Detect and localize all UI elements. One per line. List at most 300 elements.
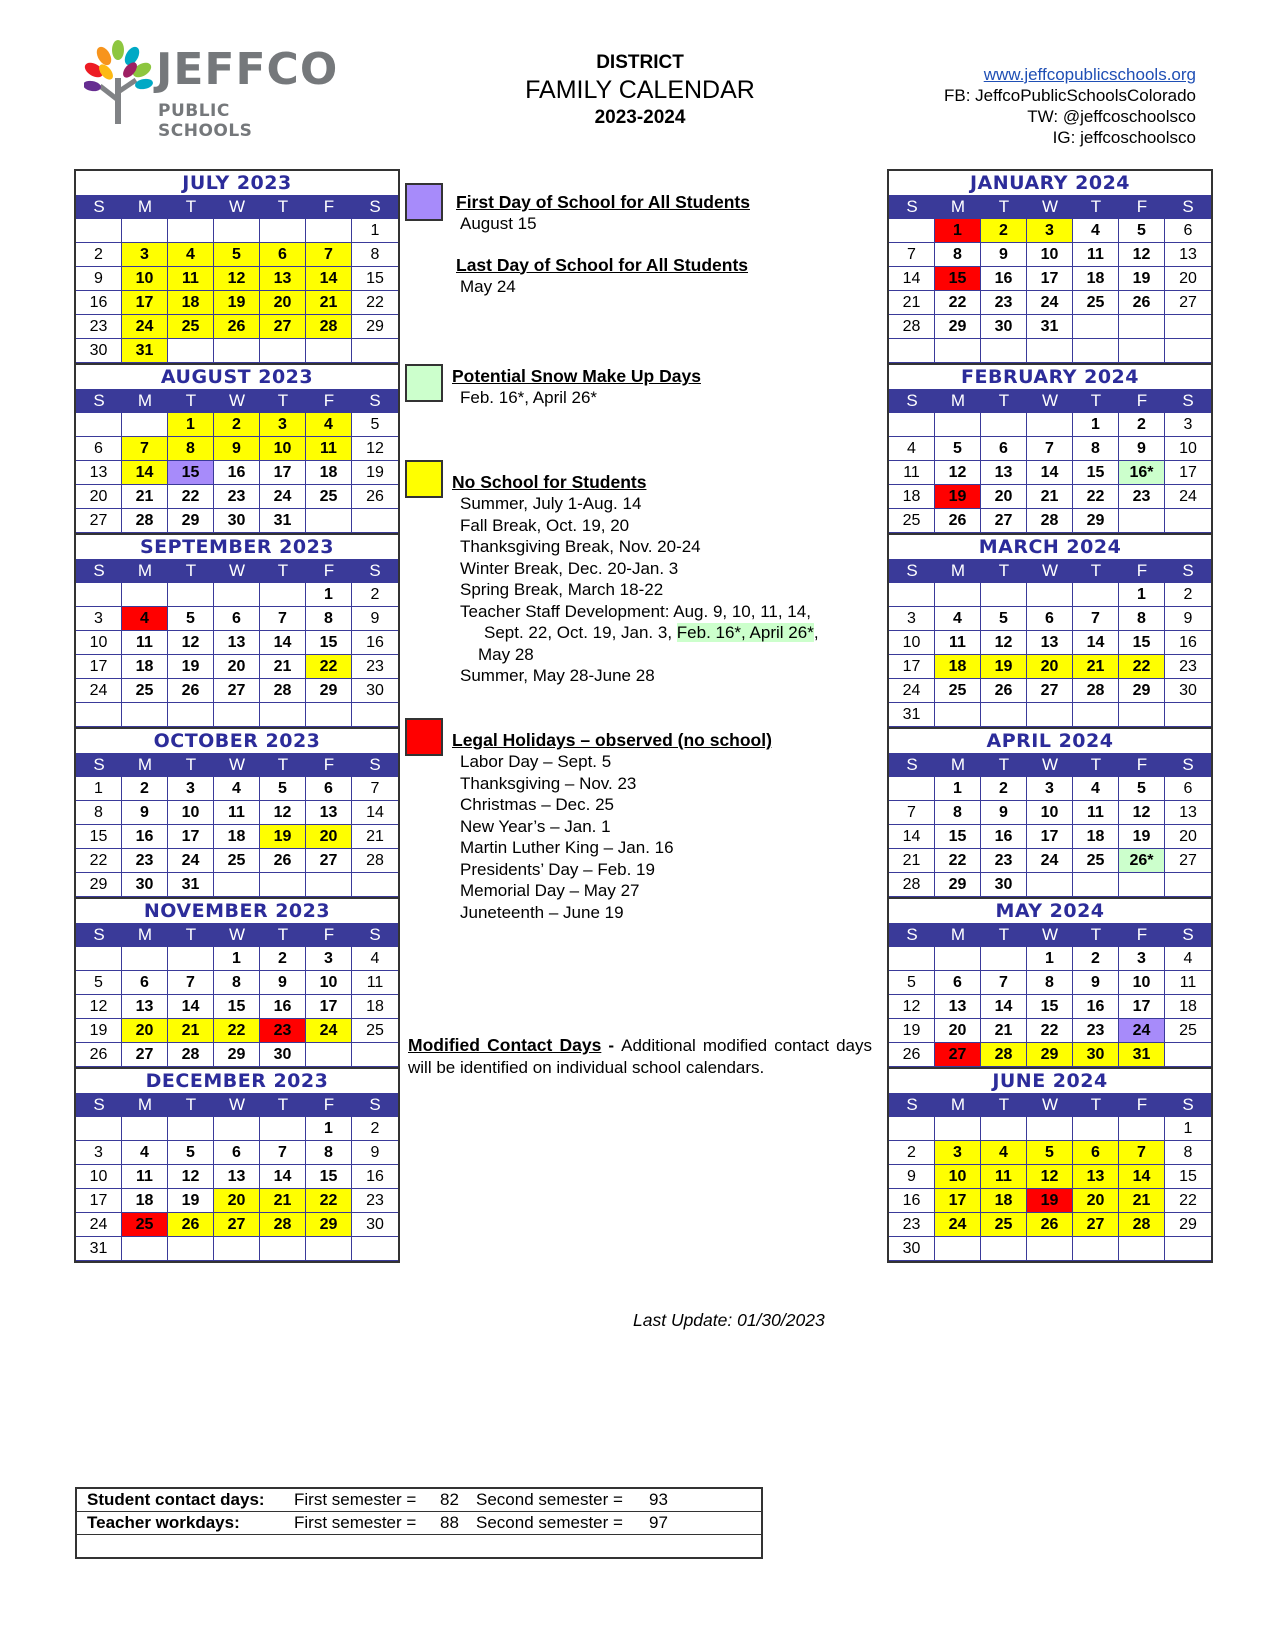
day-cell: 23 xyxy=(981,849,1027,873)
title-district: DISTRICT xyxy=(596,52,684,73)
day-cell xyxy=(306,1237,352,1261)
weekday-label: T xyxy=(1090,561,1102,580)
day-cell: 6 xyxy=(214,1141,260,1165)
day-cell xyxy=(214,219,260,243)
weekday-label: W xyxy=(228,561,246,580)
day-cell xyxy=(306,703,352,727)
day-cell: 29 xyxy=(352,315,398,339)
day-cell: 19 xyxy=(168,1189,214,1213)
weekday-label: W xyxy=(228,1095,246,1114)
day-cell: 10 xyxy=(889,631,935,655)
day-cell: 24 xyxy=(306,1019,352,1043)
day-cell: 1 xyxy=(168,413,214,437)
day-cell: 1 xyxy=(935,777,981,801)
day-cell: 4 xyxy=(352,947,398,971)
day-cell: 7 xyxy=(889,243,935,267)
day-cell: 8 xyxy=(935,243,981,267)
day-cell: 15 xyxy=(1073,461,1119,485)
day-cell: 30 xyxy=(352,1213,398,1237)
weekday-label: S xyxy=(93,197,105,216)
month-april-2024 xyxy=(887,727,1213,897)
day-cell: 21 xyxy=(306,291,352,315)
day-cell: 10 xyxy=(1119,971,1165,995)
day-cell: 9 xyxy=(981,801,1027,825)
day-cell: 4 xyxy=(981,1141,1027,1165)
day-cell: 21 xyxy=(260,655,306,679)
day-cell xyxy=(981,583,1027,607)
day-cell: 2 xyxy=(122,777,168,801)
day-cell: 14 xyxy=(1073,631,1119,655)
weekday-label: S xyxy=(369,1095,381,1114)
day-cell: 26 xyxy=(981,679,1027,703)
day-cell xyxy=(168,1237,214,1261)
weekday-label: F xyxy=(1136,925,1148,944)
day-cell: 2 xyxy=(76,243,122,267)
day-cell xyxy=(214,583,260,607)
weekday-label: T xyxy=(277,1095,289,1114)
day-cell: 20 xyxy=(214,1189,260,1213)
day-cell: 13 xyxy=(122,995,168,1019)
day-cell xyxy=(352,1237,398,1261)
day-cell: 25 xyxy=(1073,291,1119,315)
month-title: JULY 2023 xyxy=(182,172,292,194)
day-cell: 3 xyxy=(122,243,168,267)
day-cell xyxy=(935,339,981,363)
day-cell: 8 xyxy=(306,607,352,631)
day-cell: 18 xyxy=(935,655,981,679)
day-cell: 16 xyxy=(981,825,1027,849)
day-cell: 27 xyxy=(122,1043,168,1067)
day-cell: 14 xyxy=(889,267,935,291)
day-cell: 30 xyxy=(981,873,1027,897)
day-cell xyxy=(1073,703,1119,727)
weekday-label: M xyxy=(950,1095,966,1114)
weekday-label: T xyxy=(1090,391,1102,410)
day-cell: 19 xyxy=(76,1019,122,1043)
weekday-label: F xyxy=(323,561,335,580)
day-cell: 7 xyxy=(352,777,398,801)
day-cell: 29 xyxy=(306,679,352,703)
day-cell: 14 xyxy=(260,631,306,655)
day-cell: 10 xyxy=(1027,801,1073,825)
day-cell: 7 xyxy=(260,607,306,631)
month-title: NOVEMBER 2023 xyxy=(143,900,331,922)
weekday-header xyxy=(76,195,398,219)
day-cell: 6 xyxy=(1073,1141,1119,1165)
day-cell: 31 xyxy=(1119,1043,1165,1067)
day-cell: 29 xyxy=(935,315,981,339)
day-cell: 10 xyxy=(168,801,214,825)
day-cell: 19 xyxy=(168,655,214,679)
month-grid xyxy=(76,1117,398,1261)
day-cell xyxy=(1119,703,1165,727)
weekday-label: W xyxy=(228,197,246,216)
day-cell: 19 xyxy=(1119,267,1165,291)
weekday-label: F xyxy=(323,1095,335,1114)
day-cell xyxy=(935,947,981,971)
day-cell: 11 xyxy=(214,801,260,825)
day-cell: 7 xyxy=(1119,1141,1165,1165)
month-grid xyxy=(889,583,1211,727)
day-cell: 7 xyxy=(981,971,1027,995)
day-cell: 30 xyxy=(352,679,398,703)
weekday-label: S xyxy=(369,925,381,944)
day-cell: 3 xyxy=(168,777,214,801)
day-cell xyxy=(352,703,398,727)
day-cell xyxy=(1073,1117,1119,1141)
day-cell: 2 xyxy=(260,947,306,971)
day-cell: 13 xyxy=(1165,801,1211,825)
staff-dev-dates: Sept. 22, Oct. 19, Jan. 3, xyxy=(484,623,677,642)
day-cell: 11 xyxy=(935,631,981,655)
weekday-label: M xyxy=(950,197,966,216)
weekday-label: S xyxy=(93,391,105,410)
day-cell: 4 xyxy=(1165,947,1211,971)
day-cell: 26* xyxy=(1119,849,1165,873)
day-cell xyxy=(1073,1237,1119,1261)
day-cell: 12 xyxy=(1119,801,1165,825)
day-cell: 2 xyxy=(981,777,1027,801)
day-cell: 10 xyxy=(935,1165,981,1189)
day-cell xyxy=(352,339,398,363)
day-cell: 13 xyxy=(260,267,306,291)
day-cell: 10 xyxy=(122,267,168,291)
day-cell: 15 xyxy=(306,631,352,655)
day-cell: 18 xyxy=(981,1189,1027,1213)
student-contact-label: Student contact days: xyxy=(87,1490,265,1509)
day-cell: 27 xyxy=(935,1043,981,1067)
day-cell: 8 xyxy=(214,971,260,995)
weekday-label: F xyxy=(1136,755,1148,774)
holiday-item: Labor Day – Sept. 5 xyxy=(460,752,612,771)
legend-swatch-snow xyxy=(405,364,443,402)
day-cell: 19 xyxy=(214,291,260,315)
holiday-item: Presidents’ Day – Feb. 19 xyxy=(460,859,655,879)
weekday-label: T xyxy=(277,561,289,580)
day-cell: 10 xyxy=(306,971,352,995)
weekday-label: T xyxy=(277,197,289,216)
day-cell: 29 xyxy=(1119,679,1165,703)
day-cell: 26 xyxy=(168,1213,214,1237)
day-cell: 12 xyxy=(168,631,214,655)
day-cell: 4 xyxy=(1073,219,1119,243)
day-cell: 16 xyxy=(260,995,306,1019)
day-cell: 23 xyxy=(76,315,122,339)
day-cell: 9 xyxy=(76,267,122,291)
day-cell: 25 xyxy=(1073,849,1119,873)
day-cell xyxy=(1165,1237,1211,1261)
day-cell: 7 xyxy=(1073,607,1119,631)
day-cell: 17 xyxy=(76,1189,122,1213)
day-cell: 8 xyxy=(935,801,981,825)
day-cell: 21 xyxy=(889,291,935,315)
weekday-label: S xyxy=(369,561,381,580)
day-cell: 21 xyxy=(1073,655,1119,679)
day-cell: 12 xyxy=(352,437,398,461)
day-cell: 16 xyxy=(1165,631,1211,655)
legend-snow-title: Potential Snow Make Up Days xyxy=(452,366,701,386)
day-cell: 27 xyxy=(1027,679,1073,703)
day-cell: 12 xyxy=(214,267,260,291)
day-cell: 16 xyxy=(889,1189,935,1213)
day-cell: 13 xyxy=(1165,243,1211,267)
weekday-label: F xyxy=(1136,561,1148,580)
day-cell: 1 xyxy=(935,219,981,243)
day-cell: 3 xyxy=(1027,777,1073,801)
day-cell xyxy=(122,219,168,243)
day-cell: 19 xyxy=(935,485,981,509)
weekday-label: S xyxy=(93,925,105,944)
day-cell: 28 xyxy=(260,1213,306,1237)
day-cell: 17 xyxy=(168,825,214,849)
day-cell xyxy=(260,873,306,897)
day-cell: 25 xyxy=(122,679,168,703)
weekday-label: S xyxy=(1182,925,1194,944)
holiday-item: Memorial Day – May 27 xyxy=(460,881,640,900)
no-school-item: Thanksgiving Break, Nov. 20-24 xyxy=(460,537,701,556)
day-cell: 14 xyxy=(352,801,398,825)
day-cell: 29 xyxy=(1027,1043,1073,1067)
day-cell: 22 xyxy=(168,485,214,509)
day-cell xyxy=(260,219,306,243)
day-cell: 17 xyxy=(76,655,122,679)
month-grid xyxy=(889,219,1211,363)
month-title: MAY 2024 xyxy=(995,900,1105,922)
day-cell: 28 xyxy=(1119,1213,1165,1237)
weekday-label: T xyxy=(998,197,1010,216)
day-cell: 4 xyxy=(935,607,981,631)
day-cell: 15 xyxy=(1119,631,1165,655)
day-cell: 17 xyxy=(935,1189,981,1213)
day-cell: 11 xyxy=(306,437,352,461)
day-cell: 24 xyxy=(260,485,306,509)
day-cell: 29 xyxy=(214,1043,260,1067)
day-cell xyxy=(122,1117,168,1141)
day-cell xyxy=(1119,315,1165,339)
day-cell xyxy=(122,413,168,437)
day-cell xyxy=(935,583,981,607)
day-cell: 3 xyxy=(306,947,352,971)
day-cell xyxy=(260,703,306,727)
day-cell: 20 xyxy=(122,1019,168,1043)
day-cell: 18 xyxy=(122,655,168,679)
day-cell: 3 xyxy=(935,1141,981,1165)
weekday-label: T xyxy=(1090,755,1102,774)
day-cell: 24 xyxy=(122,315,168,339)
day-cell: 27 xyxy=(214,679,260,703)
weekday-header xyxy=(76,923,398,947)
day-cell: 7 xyxy=(1027,437,1073,461)
day-cell: 20 xyxy=(1165,825,1211,849)
day-cell xyxy=(214,703,260,727)
day-cell: 22 xyxy=(214,1019,260,1043)
weekday-label: W xyxy=(1041,391,1059,410)
day-cell xyxy=(76,413,122,437)
day-cell: 26 xyxy=(352,485,398,509)
day-cell: 27 xyxy=(1165,291,1211,315)
day-cell: 4 xyxy=(122,607,168,631)
day-cell: 19 xyxy=(260,825,306,849)
weekday-label: T xyxy=(185,1095,197,1114)
day-cell: 29 xyxy=(306,1213,352,1237)
day-cell: 5 xyxy=(260,777,306,801)
day-cell: 4 xyxy=(214,777,260,801)
day-cell: 22 xyxy=(76,849,122,873)
weekday-header xyxy=(76,1093,398,1117)
day-cell: 23 xyxy=(1073,1019,1119,1043)
day-cell: 2 xyxy=(352,1117,398,1141)
day-cell: 17 xyxy=(1165,461,1211,485)
day-cell: 17 xyxy=(1119,995,1165,1019)
day-cell: 18 xyxy=(1073,267,1119,291)
day-cell xyxy=(935,1117,981,1141)
weekday-label: T xyxy=(277,391,289,410)
day-cell: 19 xyxy=(352,461,398,485)
day-cell: 8 xyxy=(1165,1141,1211,1165)
weekday-label: W xyxy=(1041,561,1059,580)
day-cell: 5 xyxy=(1119,219,1165,243)
day-cell: 2 xyxy=(981,219,1027,243)
holiday-item: Christmas – Dec. 25 xyxy=(460,795,614,814)
title-family-calendar: FAMILY CALENDAR xyxy=(525,76,755,104)
legend-holidays xyxy=(452,730,922,923)
weekday-label: T xyxy=(185,755,197,774)
modified-dash: - xyxy=(601,1036,622,1055)
day-cell xyxy=(306,219,352,243)
weekday-label: W xyxy=(228,755,246,774)
day-cell xyxy=(889,1117,935,1141)
weekday-label: S xyxy=(93,1095,105,1114)
day-cell: 6 xyxy=(1165,219,1211,243)
day-cell: 20 xyxy=(981,485,1027,509)
day-cell: 4 xyxy=(306,413,352,437)
day-cell: 31 xyxy=(1027,315,1073,339)
weekday-label: F xyxy=(1136,197,1148,216)
day-cell: 18 xyxy=(214,825,260,849)
day-cell: 15 xyxy=(168,461,214,485)
day-cell xyxy=(1027,1117,1073,1141)
day-cell: 25 xyxy=(981,1213,1027,1237)
day-cell xyxy=(1165,315,1211,339)
website-link[interactable]: www.jeffcopublicschools.org xyxy=(983,65,1196,84)
day-cell: 28 xyxy=(168,1043,214,1067)
day-cell: 11 xyxy=(1073,243,1119,267)
weekday-label: T xyxy=(998,755,1010,774)
weekday-label: S xyxy=(369,391,381,410)
day-cell: 15 xyxy=(214,995,260,1019)
day-cell xyxy=(122,583,168,607)
weekday-label: S xyxy=(93,561,105,580)
first-semester-label: First semester = xyxy=(294,1513,417,1532)
day-cell: 28 xyxy=(306,315,352,339)
day-cell: 23 xyxy=(352,1189,398,1213)
day-cell: 22 xyxy=(306,1189,352,1213)
day-cell: 17 xyxy=(1027,267,1073,291)
day-cell xyxy=(76,703,122,727)
day-cell: 28 xyxy=(981,1043,1027,1067)
day-cell: 31 xyxy=(168,873,214,897)
day-cell: 23 xyxy=(1165,655,1211,679)
weekday-label: W xyxy=(1041,197,1059,216)
day-cell: 6 xyxy=(1165,777,1211,801)
day-cell xyxy=(306,1043,352,1067)
weekday-label: S xyxy=(1182,561,1194,580)
day-cell: 9 xyxy=(214,437,260,461)
staff-development-line3: May 28 xyxy=(478,644,534,664)
day-cell: 25 xyxy=(1165,1019,1211,1043)
month-december-2023 xyxy=(74,1067,400,1263)
day-cell: 14 xyxy=(1119,1165,1165,1189)
day-cell: 22 xyxy=(306,655,352,679)
day-cell: 6 xyxy=(76,437,122,461)
day-cell: 20 xyxy=(935,1019,981,1043)
day-cell: 15 xyxy=(76,825,122,849)
day-cell: 18 xyxy=(168,291,214,315)
legend-first-day-value: August 15 xyxy=(460,214,537,233)
modified-title: Modified Contact Days xyxy=(408,1035,602,1055)
day-cell: 5 xyxy=(935,437,981,461)
day-cell: 22 xyxy=(1027,1019,1073,1043)
day-cell: 9 xyxy=(1119,437,1165,461)
day-cell xyxy=(260,339,306,363)
day-cell: 21 xyxy=(260,1189,306,1213)
day-cell xyxy=(76,219,122,243)
weekday-label: S xyxy=(1182,197,1194,216)
month-august-2023 xyxy=(74,363,400,533)
weekday-label: M xyxy=(137,925,153,944)
day-cell: 24 xyxy=(1027,291,1073,315)
day-cell xyxy=(214,873,260,897)
day-cell: 11 xyxy=(1073,801,1119,825)
day-cell: 16 xyxy=(981,267,1027,291)
day-cell: 3 xyxy=(1119,947,1165,971)
day-cell: 23 xyxy=(214,485,260,509)
weekday-label: F xyxy=(323,197,335,216)
month-grid xyxy=(889,413,1211,533)
weekday-label: S xyxy=(1182,1095,1194,1114)
weekday-label: S xyxy=(93,755,105,774)
day-cell xyxy=(1165,703,1211,727)
day-cell: 13 xyxy=(214,1165,260,1189)
day-cell xyxy=(981,1117,1027,1141)
no-school-item: Fall Break, Oct. 19, 20 xyxy=(460,515,630,535)
day-cell: 17 xyxy=(306,995,352,1019)
day-cell: 16 xyxy=(352,631,398,655)
day-cell: 26 xyxy=(1027,1213,1073,1237)
day-cell: 22 xyxy=(1165,1189,1211,1213)
weekday-header xyxy=(76,389,398,413)
month-grid xyxy=(76,583,398,727)
no-school-item: Winter Break, Dec. 20-Jan. 3 xyxy=(460,558,679,578)
day-cell: 1 xyxy=(306,1117,352,1141)
day-cell: 7 xyxy=(260,1141,306,1165)
day-cell: 3 xyxy=(76,1141,122,1165)
day-cell: 25 xyxy=(122,1213,168,1237)
day-cell xyxy=(1165,339,1211,363)
teacher-workdays-label: Teacher workdays: xyxy=(87,1513,240,1532)
day-cell: 15 xyxy=(935,825,981,849)
day-cell: 12 xyxy=(260,801,306,825)
month-title: APRIL 2024 xyxy=(986,730,1114,752)
weekday-label: S xyxy=(1182,391,1194,410)
day-cell: 3 xyxy=(1027,219,1073,243)
day-cell: 25 xyxy=(168,315,214,339)
day-cell xyxy=(122,1237,168,1261)
holiday-item: Martin Luther King – Jan. 16 xyxy=(460,838,674,857)
day-cell: 18 xyxy=(306,461,352,485)
day-cell xyxy=(1027,873,1073,897)
teacher-first-value: 88 xyxy=(440,1513,459,1532)
